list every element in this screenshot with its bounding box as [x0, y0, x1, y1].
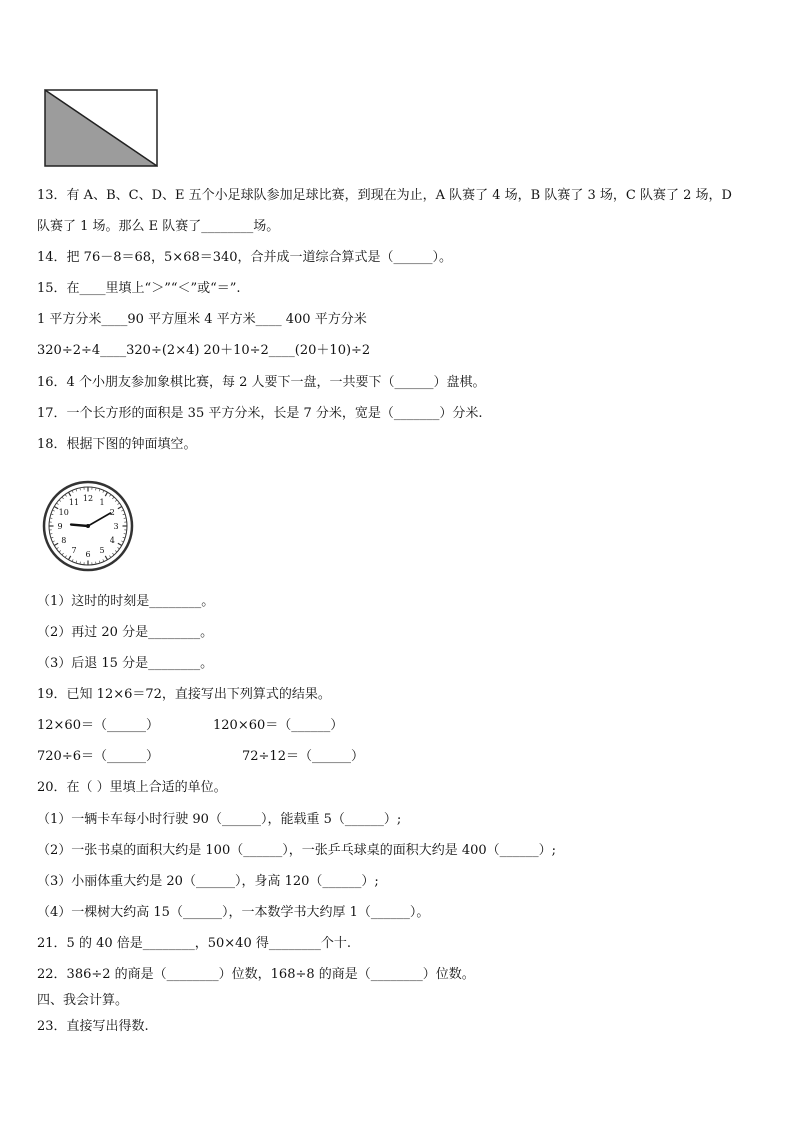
clock-number: 9 [57, 522, 63, 531]
q20-sub3: （3）小丽体重大约是 20（______），身高 120（______）; [37, 874, 379, 889]
clock-face [42, 480, 134, 572]
clock-number: 8 [61, 536, 67, 545]
q19-title: 19．已知 12×6＝72，直接写出下列算式的结果。 [37, 687, 331, 702]
q18-sub2: （2）再过 20 分是________。 [37, 625, 214, 640]
section-4-heading: 四、我会计算。 [37, 993, 129, 1008]
q18-title: 18．根据下图的钟面填空。 [37, 437, 197, 452]
q14: 14．把 76－8＝68，5×68＝340，合并成一道综合算式是（______）。 [37, 250, 453, 265]
q19-d: 72÷12＝（______） [242, 749, 364, 764]
q13-line2: 队赛了 1 场。那么 E 队赛了________场。 [37, 219, 280, 234]
q20-sub1: （1）一辆卡车每小时行驶 90（______），能载重 5（______）; [37, 812, 402, 827]
clock-number: 10 [58, 508, 69, 517]
q18-sub1: （1）这时的时刻是________。 [37, 594, 215, 609]
clock-number: 5 [99, 546, 105, 556]
q22: 22．386÷2 的商是（________）位数，168÷8 的商是（________）位数。 [37, 967, 475, 982]
q15-row2: 320÷2÷4____320÷(2×4) 20＋10÷2____(20＋10)÷2 [37, 343, 371, 358]
clock-number: 7 [71, 546, 77, 556]
q15-row1: 1 平方分米____90 平方厘米 4 平方米____ 400 平方分米 [37, 312, 367, 327]
q18-sub3: （3）后退 15 分是________。 [37, 656, 214, 671]
clock-number: 11 [68, 497, 80, 507]
hour-hand [71, 525, 88, 526]
clock-number: 4 [109, 536, 115, 545]
q20-sub4: （4）一棵树大约高 15（______），一本数学书大约厚 1（______）。 [37, 905, 430, 920]
clock-number: 1 [99, 497, 105, 507]
q19-a: 12×60＝（______） [37, 718, 159, 733]
shaded-triangle-figure [44, 89, 158, 167]
q20-sub2: （2）一张书桌的面积大约是 100（______），一张乒乓球桌的面积大约是 400（______）; [37, 843, 557, 858]
clock-number: 2 [109, 508, 115, 517]
q23: 23．直接写出得数. [37, 1019, 149, 1034]
q20-title: 20．在（ ）里填上合适的单位。 [37, 780, 227, 795]
clock-number: 3 [113, 522, 119, 531]
q19-b: 120×60＝（______） [213, 718, 344, 733]
clock-number: 6 [85, 550, 91, 559]
q19-c: 720÷6＝（______） [37, 749, 159, 764]
q17: 17．一个长方形的面积是 35 平方分米，长是 7 分米，宽是（_______）分米. [37, 406, 483, 421]
q13-line1: 13．有 A、B、C、D、E 五个小足球队参加足球比赛，到现在为止，A 队赛了 4 场，B 队赛了 3 场，C 队赛了 2 场，D [37, 188, 732, 203]
q15-title: 15．在____里填上“＞”“＜”或“＝”. [37, 281, 241, 296]
q16: 16．4 个小朋友参加象棋比赛，每 2 人要下一盘，一共要下（______）盘棋。 [37, 375, 486, 390]
q21: 21．5 的 40 倍是________，50×40 得________个十. [37, 936, 351, 951]
clock-number: 12 [82, 494, 94, 503]
